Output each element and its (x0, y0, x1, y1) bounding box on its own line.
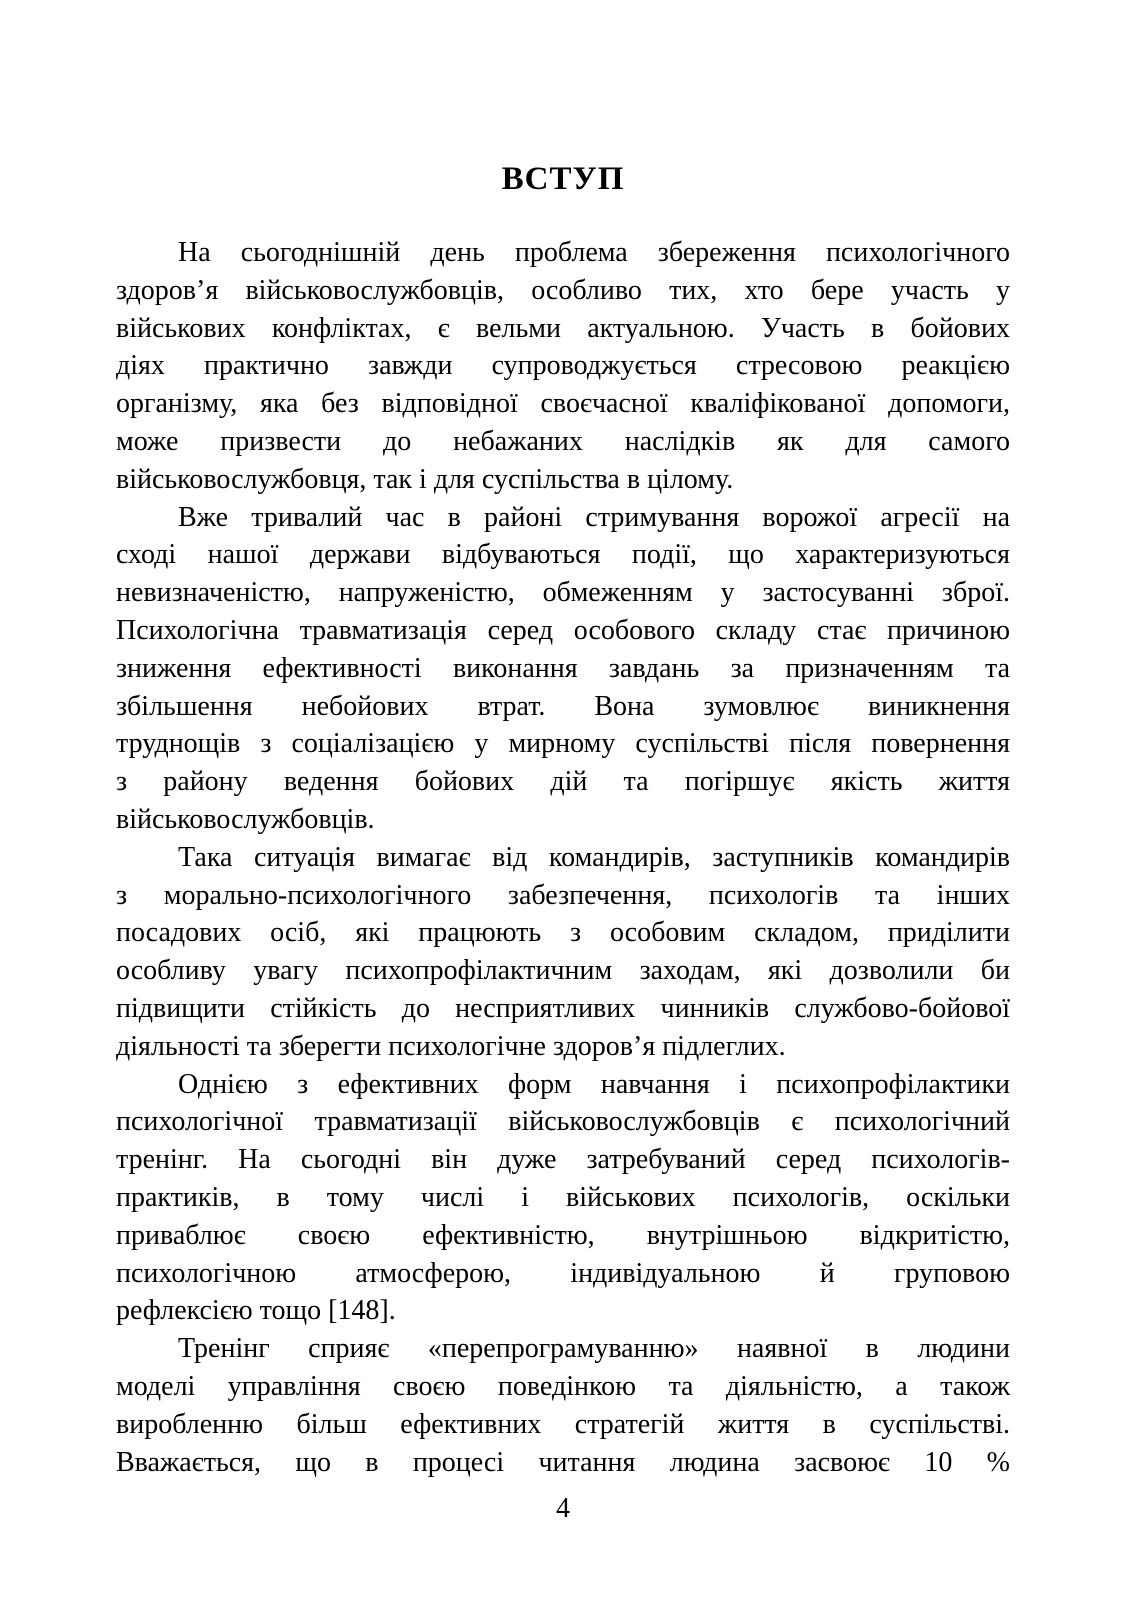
page-title: ВСТУП (501, 161, 625, 197)
text-line: військовослужбовців. (116, 803, 375, 835)
text-line: діяльності та зберегти психологічне здоров’я підлеглих. (116, 1030, 786, 1062)
text-line: з морально-психологічного забезпечення, психологів та інших (116, 879, 1010, 911)
text-line: здоров’я військовослужбовців, особливо тих, хто бере участь у (116, 274, 1010, 306)
text-line: організму, яка без відповідної своєчасної кваліфікованої допомоги, (116, 388, 1010, 420)
text-line: моделі управління своєю поведінкою та діяльністю, а також (116, 1370, 1010, 1402)
text-line: труднощів з соціалізацією у мирному суспільстві після повернення (116, 728, 1010, 760)
text-line: На сьогоднішній день проблема збереження психологічного (178, 237, 1010, 268)
text-line: зниження ефективності виконання завдань за призначенням та (116, 652, 1010, 684)
text-line: сході нашої держави відбуваються події, що характеризуються (116, 539, 1010, 571)
text-line: Тренінг сприяє «перепрограмуванню» наявної в людини (178, 1333, 1010, 1365)
text-line: Вважається, що в процесі читання людина засвоює 10 % (116, 1446, 1010, 1478)
text-line: тренінг. На сьогодні він дуже затребуваний серед психологів- (116, 1144, 1010, 1176)
text-line: невизначеністю, напруженістю, обмеженням у застосуванні зброї. (116, 577, 1010, 609)
paragraph (116, 234, 1010, 499)
text-line: приваблює своєю ефективністю, внутрішньою відкритістю, (116, 1219, 1010, 1251)
text-line: Вже тривалий час в районі стримування ворожої агресії на (178, 501, 1010, 533)
text-line: з району ведення бойових дій та погіршує якість життя (116, 766, 1010, 798)
text-line: збільшення небойових втрат. Вона зумовлює виникнення (116, 690, 1010, 722)
text-line: рефлексією тощо [148]. (116, 1295, 396, 1327)
text-line: особливу увагу психопрофілактичним заходам, які дозволили би (116, 955, 1010, 987)
text-line: Така ситуація вимагає від командирів, заступників командирів (178, 841, 1010, 873)
text-line: військовослужбовця, так і для суспільства в цілому. (116, 463, 734, 495)
text-line: психологічною атмосферою, індивідуальною й груповою (116, 1257, 1010, 1289)
paragraph (116, 1066, 1010, 1331)
text-line: підвищити стійкість до несприятливих чинників службово-бойової (116, 992, 1010, 1024)
paragraph (116, 1330, 1010, 1481)
text-line: виробленню більш ефективних стратегій життя в суспільстві. (116, 1408, 1010, 1440)
paragraph (116, 499, 1010, 839)
body-text (116, 234, 1010, 1481)
text-line: діях практично завжди супроводжується стресовою реакцією (116, 350, 1010, 382)
text-line: може призвести до небажаних наслідків як для самого (116, 425, 1010, 457)
page-number: 4 (556, 1493, 570, 1525)
paragraph (116, 839, 1010, 1066)
text-line: психологічної травматизації військовослужбовців є психологічний (116, 1106, 1010, 1138)
text-line: Однією з ефективних форм навчання і психопрофілактики (178, 1068, 1010, 1100)
text-line: практиків, в тому числі і військових психологів, оскільки (116, 1181, 1010, 1213)
text-column (116, 0, 1010, 1527)
text-line: Психологічна травматизація серед особового складу стає причиною (116, 614, 1010, 646)
text-line: військових конфліктах, є вельми актуальною. Участь в бойових (116, 312, 1010, 344)
text-line: посадових осіб, які працюють з особовим складом, приділити (116, 917, 1010, 949)
